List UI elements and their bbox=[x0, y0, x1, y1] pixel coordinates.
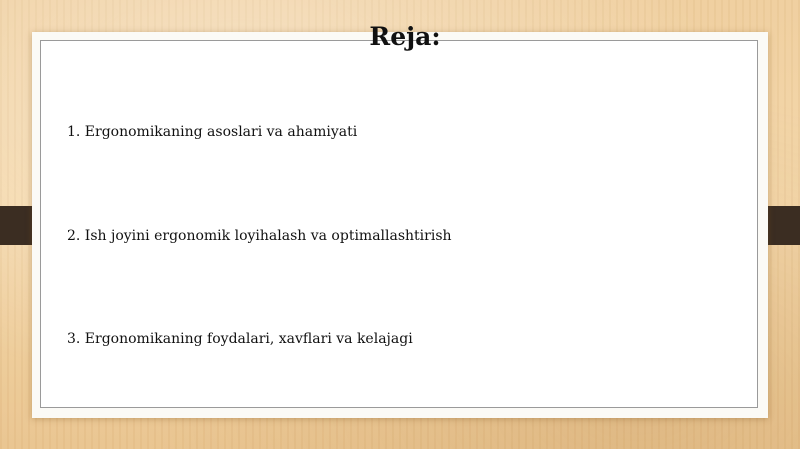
slide-title: Reja: bbox=[369, 22, 441, 51]
agenda-item-2: 2. Ish joyini ergonomik loyihalash va optimallashtirish bbox=[67, 228, 452, 244]
paper-content-frame bbox=[40, 40, 758, 408]
agenda-item-1: 1. Ergonomikaning asoslari va ahamiyati bbox=[67, 124, 358, 140]
agenda-item-3: 3. Ergonomikaning foydalari, xavflari va kelajagi bbox=[67, 331, 413, 347]
